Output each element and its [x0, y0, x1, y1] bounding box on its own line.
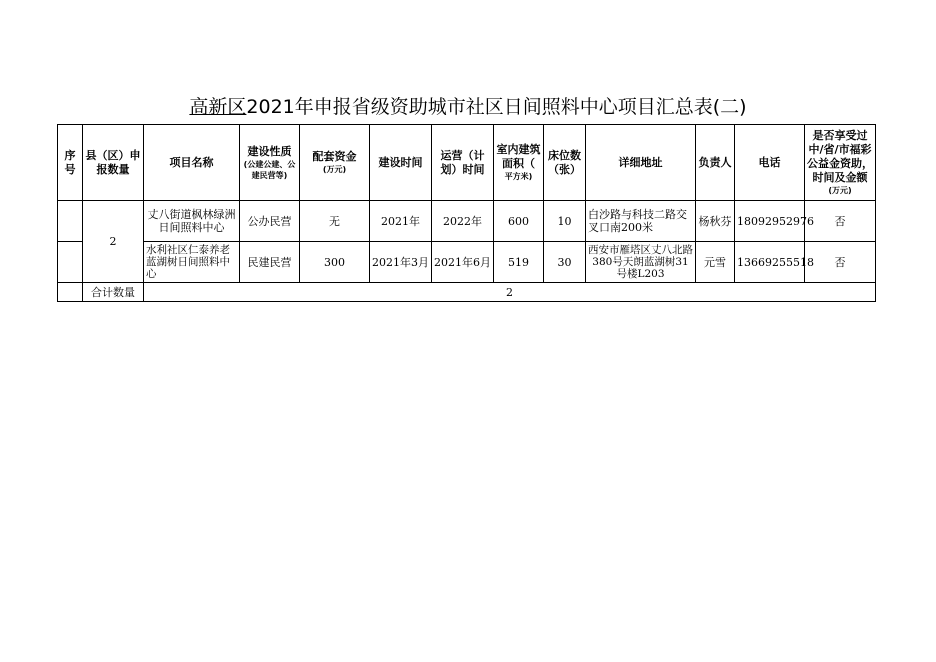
- header-build-time: 建设时间: [370, 125, 432, 201]
- header-welfare-label: 是否享受过中/省/市福彩公益金资助，时间及金额: [807, 129, 873, 184]
- header-area-label: 室内建筑面积（: [496, 143, 541, 170]
- cell-funds: 无: [300, 201, 370, 242]
- title-district: 高新区: [189, 96, 247, 118]
- cell-beds: 30: [544, 242, 586, 283]
- header-nature-label: 建设性质: [247, 144, 292, 158]
- header-seq: 序号: [58, 125, 83, 201]
- header-manager: 负责人: [696, 125, 735, 201]
- cell-county-count: 2: [83, 201, 144, 283]
- cell-address: 白沙路与科技二路交叉口南200米: [586, 201, 696, 242]
- title-text: 2021年申报省级资助城市社区日间照料中心项目汇总表(二): [246, 96, 747, 118]
- header-funds-label: 配套资金: [312, 150, 357, 163]
- header-area: [494, 125, 544, 201]
- total-row: [58, 283, 876, 302]
- cell-beds: 10: [544, 201, 586, 242]
- cell-address: 西安市雁塔区丈八北路380号天朗蓝湖树31号楼L203: [586, 242, 696, 283]
- cell-welfare: 否: [805, 242, 876, 283]
- header-funds: [300, 125, 370, 201]
- summary-table: [57, 124, 876, 302]
- cell-nature: 民建民营: [240, 242, 300, 283]
- header-address: 详细地址: [586, 125, 696, 201]
- header-nature: [240, 125, 300, 201]
- total-value: 2: [144, 283, 876, 302]
- cell-total-seq: [58, 283, 83, 302]
- cell-area: 519: [494, 242, 544, 283]
- cell-manager: 杨秋芬: [696, 201, 735, 242]
- cell-phone: 13669255518: [735, 242, 805, 283]
- header-beds: 床位数（张）: [544, 125, 586, 201]
- cell-phone: 18092952976: [735, 201, 805, 242]
- cell-area: 600: [494, 201, 544, 242]
- cell-project-name: 水利社区仁泰养老蓝湖树日间照料中心: [144, 242, 240, 283]
- table-row: [58, 242, 876, 283]
- header-row: [58, 125, 876, 201]
- header-area-sub: 平方米): [504, 172, 533, 181]
- header-welfare-sub: (万元): [828, 186, 852, 195]
- cell-manager: 元雪: [696, 242, 735, 283]
- total-label: 合计数量: [83, 283, 144, 302]
- cell-operate-time: 2021年6月: [432, 242, 494, 283]
- cell-funds: 300: [300, 242, 370, 283]
- cell-seq: [58, 242, 83, 283]
- header-nature-sub: (公建公建、公建民营等): [243, 159, 296, 180]
- cell-build-time: 2021年3月: [370, 242, 432, 283]
- header-phone: 电话: [735, 125, 805, 201]
- cell-operate-time: 2022年: [432, 201, 494, 242]
- header-welfare: [805, 125, 876, 201]
- header-county: 县（区）申报数量: [83, 125, 144, 201]
- table-row: [58, 201, 876, 242]
- header-funds-sub: (万元): [322, 165, 347, 174]
- header-project-name: 项目名称: [144, 125, 240, 201]
- page-title: [0, 94, 936, 120]
- cell-welfare: 否: [805, 201, 876, 242]
- cell-build-time: 2021年: [370, 201, 432, 242]
- cell-project-name: 丈八街道枫林绿洲日间照料中心: [144, 201, 240, 242]
- cell-nature: 公办民营: [240, 201, 300, 242]
- header-operate-time: 运营（计划）时间: [432, 125, 494, 201]
- cell-seq: [58, 201, 83, 242]
